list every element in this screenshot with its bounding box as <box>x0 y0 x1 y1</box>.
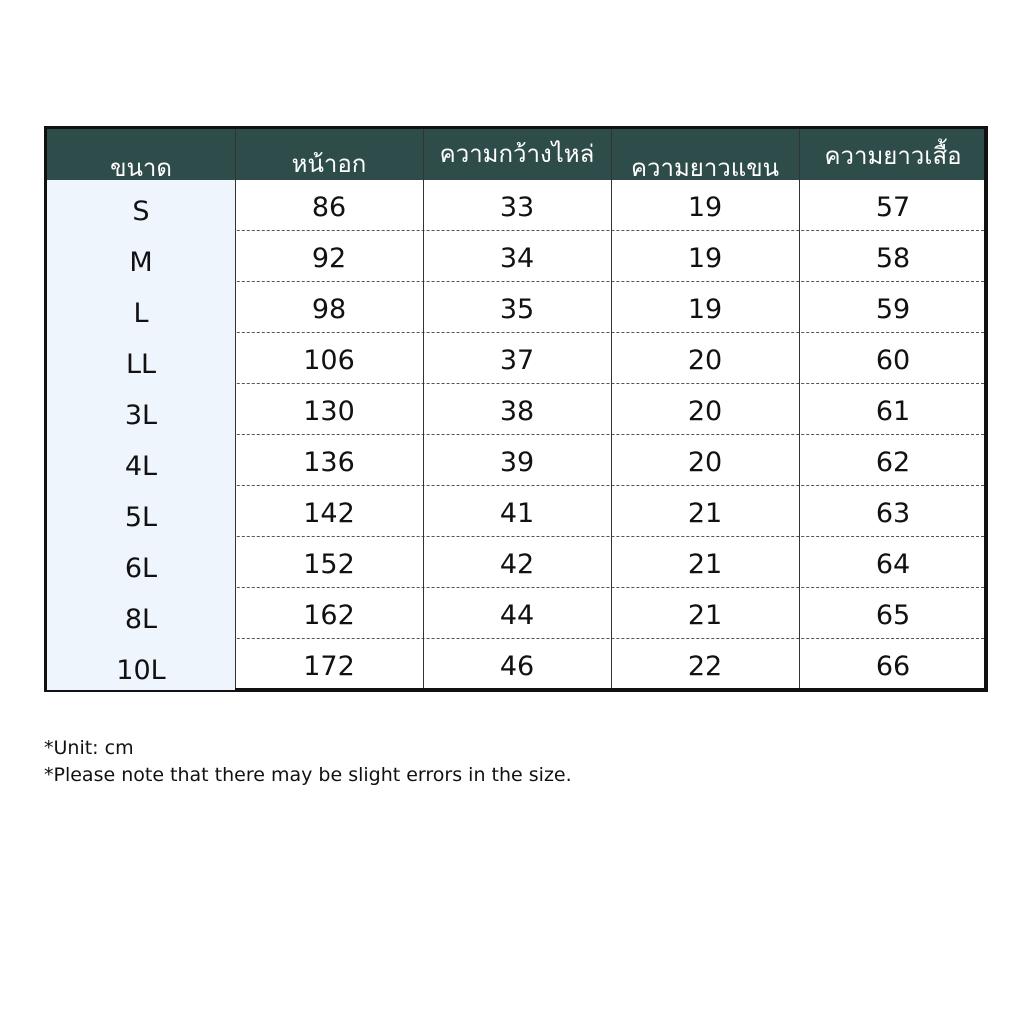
chest-cell: 92 <box>311 243 347 274</box>
size-cell: 4L <box>47 435 235 486</box>
chest-cell: 130 <box>303 396 355 427</box>
table-row <box>47 588 984 639</box>
table-row <box>47 282 984 333</box>
length-cell: 65 <box>875 600 911 631</box>
sleeve-cell: 21 <box>687 600 723 631</box>
column-divider <box>423 129 424 688</box>
unit-note: *Unit: cm <box>44 737 134 759</box>
size-cell: S <box>47 180 235 231</box>
size-cell: M <box>47 231 235 282</box>
sleeve-cell: 19 <box>687 192 723 223</box>
chest-cell: 106 <box>303 345 355 376</box>
size-cell: 3L <box>47 384 235 435</box>
size-table <box>44 126 988 692</box>
header-chest: หน้าอก <box>291 150 367 178</box>
chest-cell: 136 <box>303 447 355 478</box>
shoulder-cell: 44 <box>499 600 535 631</box>
shoulder-cell: 46 <box>499 651 535 682</box>
table-row <box>47 180 984 231</box>
chest-cell: 152 <box>303 549 355 580</box>
shoulder-cell: 37 <box>499 345 535 376</box>
table-row <box>47 333 984 384</box>
disclaimer-note: *Please note that there may be slight errors in the size. <box>44 764 572 786</box>
column-divider <box>235 129 236 688</box>
sleeve-cell: 20 <box>687 447 723 478</box>
table-row <box>47 486 984 537</box>
column-divider <box>799 129 800 688</box>
chest-cell: 98 <box>311 294 347 325</box>
chest-cell: 142 <box>303 498 355 529</box>
table-row <box>47 231 984 282</box>
length-cell: 59 <box>875 294 911 325</box>
length-cell: 66 <box>875 651 911 682</box>
sleeve-cell: 20 <box>687 396 723 427</box>
header-sleeve: ความยาวแขน <box>630 154 780 180</box>
chest-cell: 172 <box>303 651 355 682</box>
sleeve-cell: 19 <box>687 243 723 274</box>
length-cell: 58 <box>875 243 911 274</box>
length-cell: 57 <box>875 192 911 223</box>
size-cell: 8L <box>47 588 235 639</box>
shoulder-cell: 35 <box>499 294 535 325</box>
header-length: ความยาวเสื้อ <box>824 142 962 170</box>
table-row <box>47 384 984 435</box>
size-cell: 5L <box>47 486 235 537</box>
shoulder-cell: 39 <box>499 447 535 478</box>
sleeve-cell: 21 <box>687 549 723 580</box>
chest-cell: 86 <box>311 192 347 223</box>
table-row <box>47 435 984 486</box>
table-row <box>47 537 984 588</box>
size-cell: L <box>47 282 235 333</box>
size-cell: 10L <box>47 639 235 690</box>
header-shoulder: ความกว้างไหล่ <box>439 140 595 168</box>
shoulder-cell: 34 <box>499 243 535 274</box>
shoulder-cell: 33 <box>499 192 535 223</box>
length-cell: 60 <box>875 345 911 376</box>
header-size: ขนาด <box>110 154 172 180</box>
sleeve-cell: 19 <box>687 294 723 325</box>
sleeve-cell: 22 <box>687 651 723 682</box>
sleeve-cell: 21 <box>687 498 723 529</box>
size-cell: 6L <box>47 537 235 588</box>
length-cell: 63 <box>875 498 911 529</box>
chest-cell: 162 <box>303 600 355 631</box>
table-row <box>47 639 984 690</box>
table-header <box>47 129 984 180</box>
sleeve-cell: 20 <box>687 345 723 376</box>
shoulder-cell: 41 <box>499 498 535 529</box>
length-cell: 61 <box>875 396 911 427</box>
length-cell: 62 <box>875 447 911 478</box>
shoulder-cell: 38 <box>499 396 535 427</box>
size-cell: LL <box>47 333 235 384</box>
shoulder-cell: 42 <box>499 549 535 580</box>
length-cell: 64 <box>875 549 911 580</box>
column-divider <box>611 129 612 688</box>
